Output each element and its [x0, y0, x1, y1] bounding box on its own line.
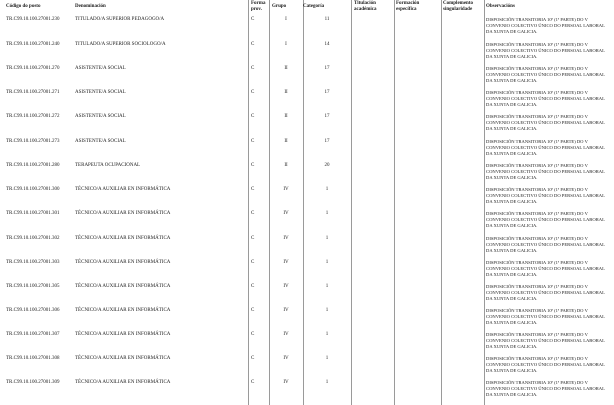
- table-row: [0, 114, 614, 137]
- cell-categoria: 1: [325, 236, 329, 241]
- cell-observacions: DISPOSICIÓN TRANSITORIA 10ª (1ª PARTE) DO V CONVENIO COLECTIVO ÚNICO DO PERSOAL LABORAL DA XUNTA DE GALICIA.: [486, 187, 605, 205]
- cell-grupo: IV: [283, 284, 289, 289]
- cell-denominacion: TÉCNICO/A AUXILIAR EN INFORMÁTICA: [75, 260, 171, 265]
- cell-observacions: DISPOSICIÓN TRANSITORIA 10ª (1ª PARTE) DO V CONVENIO COLECTIVO ÚNICO DO PERSOAL LABORAL DA XUNTA DE GALICIA.: [486, 114, 605, 132]
- cell-observacions: DISPOSICIÓN TRANSITORIA 10ª (1ª PARTE) DO V CONVENIO COLECTIVO ÚNICO DO PERSOAL LABORAL DA XUNTA DE GALICIA.: [486, 260, 605, 278]
- header-observacions: Observacións: [486, 4, 515, 9]
- table-row: [0, 187, 614, 210]
- cell-categoria: 11: [324, 17, 330, 22]
- cell-grupo: IV: [283, 211, 289, 216]
- cell-denominacion: TÉCNICO/A AUXILIAR EN INFORMÁTICA: [75, 284, 171, 289]
- cell-forma: C: [251, 308, 255, 313]
- cell-observacions: DISPOSICIÓN TRANSITORIA 10ª (1ª PARTE) DO V CONVENIO COLECTIVO ÚNICO DO PERSOAL LABORAL DA XUNTA DE GALICIA.: [486, 90, 605, 108]
- header-grupo: Grupo: [272, 4, 287, 9]
- table-row: [0, 236, 614, 259]
- header-codigo: Código do posto: [6, 4, 41, 9]
- cell-observacions: DISPOSICIÓN TRANSITORIA 10ª (1ª PARTE) DO V CONVENIO COLECTIVO ÚNICO DO PERSOAL LABORAL DA XUNTA DE GALICIA.: [486, 332, 605, 350]
- cell-categoria: 1: [325, 380, 329, 385]
- table-row: [0, 380, 614, 403]
- header-complemento: Complemento singularidade: [443, 1, 473, 12]
- cell-categoria: 1: [325, 211, 329, 216]
- cell-codigo: TR.C99.10.100.27001.272: [6, 114, 60, 119]
- cell-grupo: IV: [283, 332, 289, 337]
- cell-forma: C: [251, 356, 255, 361]
- cell-grupo: II: [284, 90, 288, 95]
- table-row: [0, 66, 614, 89]
- cell-observacions: DISPOSICIÓN TRANSITORIA 10ª (1ª PARTE) DO V CONVENIO COLECTIVO ÚNICO DO PERSOAL LABORAL DA XUNTA DE GALICIA.: [486, 284, 605, 302]
- cell-observacions: DISPOSICIÓN TRANSITORIA 10ª (1ª PARTE) DO V CONVENIO COLECTIVO ÚNICO DO PERSOAL LABORAL DA XUNTA DE GALICIA.: [486, 42, 605, 60]
- cell-denominacion: TITULADO/A SUPERIOR PEDAGOGO/A: [75, 17, 165, 22]
- cell-grupo: IV: [283, 236, 289, 241]
- table-row: [0, 284, 614, 307]
- cell-denominacion: TÉCNICO/A AUXILIAR EN INFORMÁTICA: [75, 380, 171, 385]
- table-row: [0, 260, 614, 283]
- table-row: [0, 42, 614, 65]
- cell-observacions: DISPOSICIÓN TRANSITORIA 10ª (1ª PARTE) DO V CONVENIO COLECTIVO ÚNICO DO PERSOAL LABORAL DA XUNTA DE GALICIA.: [486, 139, 605, 157]
- cell-forma: C: [251, 17, 255, 22]
- cell-denominacion: ASISTENTE/A SOCIAL: [75, 114, 126, 119]
- cell-grupo: II: [284, 139, 288, 144]
- table-row: [0, 211, 614, 234]
- cell-denominacion: TÉCNICO/A AUXILIAR EN INFORMÁTICA: [75, 356, 171, 361]
- cell-grupo: IV: [283, 260, 289, 265]
- table-row: [0, 17, 614, 40]
- cell-categoria: 14: [324, 42, 330, 47]
- cell-grupo: IV: [283, 308, 289, 313]
- cell-denominacion: TÉCNICO/A AUXILIAR EN INFORMÁTICA: [75, 211, 171, 216]
- table-row: [0, 90, 614, 113]
- cell-categoria: 1: [325, 260, 329, 265]
- cell-categoria: 20: [324, 163, 330, 168]
- cell-categoria: 1: [325, 308, 329, 313]
- cell-codigo: TR.C99.10.100.27001.271: [6, 90, 60, 95]
- cell-forma: C: [251, 284, 255, 289]
- cell-forma: C: [251, 332, 255, 337]
- cell-forma: C: [251, 66, 255, 71]
- cell-forma: C: [251, 260, 255, 265]
- header-titulacion: Titulación académica: [354, 1, 377, 12]
- cell-grupo: IV: [283, 187, 289, 192]
- cell-observacions: DISPOSICIÓN TRANSITORIA 10ª (1ª PARTE) DO V CONVENIO COLECTIVO ÚNICO DO PERSOAL LABORAL DA XUNTA DE GALICIA.: [486, 211, 605, 229]
- cell-denominacion: TÉCNICO/A AUXILIAR EN INFORMÁTICA: [75, 308, 171, 313]
- cell-forma: C: [251, 42, 255, 47]
- cell-codigo: TR.C99.10.100.27001.270: [6, 66, 60, 71]
- table-row: [0, 308, 614, 331]
- cell-codigo: TR.C99.10.100.27001.309: [6, 380, 60, 385]
- cell-codigo: TR.C99.10.100.27001.308: [6, 356, 60, 361]
- cell-categoria: 1: [325, 187, 329, 192]
- cell-observacions: DISPOSICIÓN TRANSITORIA 10ª (1ª PARTE) DO V CONVENIO COLECTIVO ÚNICO DO PERSOAL LABORAL DA XUNTA DE GALICIA.: [486, 380, 605, 398]
- cell-grupo: IV: [283, 380, 289, 385]
- cell-categoria: 1: [325, 356, 329, 361]
- cell-grupo: I: [285, 17, 287, 22]
- cell-denominacion: ASISTENTE/A SOCIAL: [75, 90, 126, 95]
- cell-forma: C: [251, 211, 255, 216]
- cell-codigo: TR.C99.10.100.27001.305: [6, 284, 60, 289]
- cell-grupo: II: [284, 114, 288, 119]
- cell-denominacion: TITULADO/A SUPERIOR SOCIOLOGO/A: [75, 42, 166, 47]
- cell-codigo: TR.C99.10.100.27001.273: [6, 139, 60, 144]
- cell-codigo: TR.C99.10.100.27001.306: [6, 308, 60, 313]
- cell-observacions: DISPOSICIÓN TRANSITORIA 10ª (1ª PARTE) DO V CONVENIO COLECTIVO ÚNICO DO PERSOAL LABORAL DA XUNTA DE GALICIA.: [486, 308, 605, 326]
- cell-categoria: 17: [324, 114, 330, 119]
- cell-codigo: TR.C99.10.100.27001.230: [6, 17, 60, 22]
- cell-grupo: II: [284, 163, 288, 168]
- cell-forma: C: [251, 90, 255, 95]
- cell-denominacion: TÉCNICO/A AUXILIAR EN INFORMÁTICA: [75, 332, 171, 337]
- table-row: [0, 332, 614, 355]
- table-row: [0, 356, 614, 379]
- cell-observacions: DISPOSICIÓN TRANSITORIA 10ª (1ª PARTE) DO V CONVENIO COLECTIVO ÚNICO DO PERSOAL LABORAL DA XUNTA DE GALICIA.: [486, 17, 605, 35]
- cell-categoria: 1: [325, 332, 329, 337]
- cell-forma: C: [251, 114, 255, 119]
- cell-forma: C: [251, 139, 255, 144]
- cell-codigo: TR.C99.10.100.27001.302: [6, 236, 60, 241]
- cell-codigo: TR.C99.10.100.27001.280: [6, 163, 60, 168]
- cell-observacions: DISPOSICIÓN TRANSITORIA 10ª (1ª PARTE) DO V CONVENIO COLECTIVO ÚNICO DO PERSOAL LABORAL DA XUNTA DE GALICIA.: [486, 163, 605, 181]
- cell-denominacion: ASISTENTE/A SOCIAL: [75, 139, 126, 144]
- cell-categoria: 1: [325, 284, 329, 289]
- cell-observacions: DISPOSICIÓN TRANSITORIA 10ª (1ª PARTE) DO V CONVENIO COLECTIVO ÚNICO DO PERSOAL LABORAL DA XUNTA DE GALICIA.: [486, 66, 605, 84]
- cell-forma: C: [251, 163, 255, 168]
- cell-categoria: 17: [324, 90, 330, 95]
- cell-grupo: II: [284, 66, 288, 71]
- cell-denominacion: ASISTENTE/A SOCIAL: [75, 66, 126, 71]
- cell-codigo: TR.C99.10.100.27001.303: [6, 260, 60, 265]
- cell-forma: C: [251, 380, 255, 385]
- cell-observacions: DISPOSICIÓN TRANSITORIA 10ª (1ª PARTE) DO V CONVENIO COLECTIVO ÚNICO DO PERSOAL LABORAL DA XUNTA DE GALICIA.: [486, 356, 605, 374]
- cell-forma: C: [251, 236, 255, 241]
- table-row: [0, 139, 614, 162]
- cell-forma: C: [251, 187, 255, 192]
- header-denominacion: Denominación: [75, 4, 106, 9]
- table-row: [0, 163, 614, 186]
- cell-grupo: IV: [283, 356, 289, 361]
- header-formacion: Formación específica: [396, 1, 420, 12]
- header-forma-prov: Forma prov.: [251, 1, 266, 12]
- cell-observacions: DISPOSICIÓN TRANSITORIA 10ª (1ª PARTE) DO V CONVENIO COLECTIVO ÚNICO DO PERSOAL LABORAL DA XUNTA DE GALICIA.: [486, 236, 605, 254]
- cell-codigo: TR.C99.10.100.27001.240: [6, 42, 60, 47]
- cell-codigo: TR.C99.10.100.27001.300: [6, 187, 60, 192]
- header-categoria: Categoría: [303, 4, 325, 9]
- cell-codigo: TR.C99.10.100.27001.301: [6, 211, 60, 216]
- cell-categoria: 17: [324, 139, 330, 144]
- cell-categoria: 17: [324, 66, 330, 71]
- cell-codigo: TR.C99.10.100.27001.307: [6, 332, 60, 337]
- cell-denominacion: TERAPEUTA OCUPACIONAL: [75, 163, 141, 168]
- cell-denominacion: TÉCNICO/A AUXILIAR EN INFORMÁTICA: [75, 187, 171, 192]
- cell-denominacion: TÉCNICO/A AUXILIAR EN INFORMÁTICA: [75, 236, 171, 241]
- cell-grupo: I: [285, 42, 287, 47]
